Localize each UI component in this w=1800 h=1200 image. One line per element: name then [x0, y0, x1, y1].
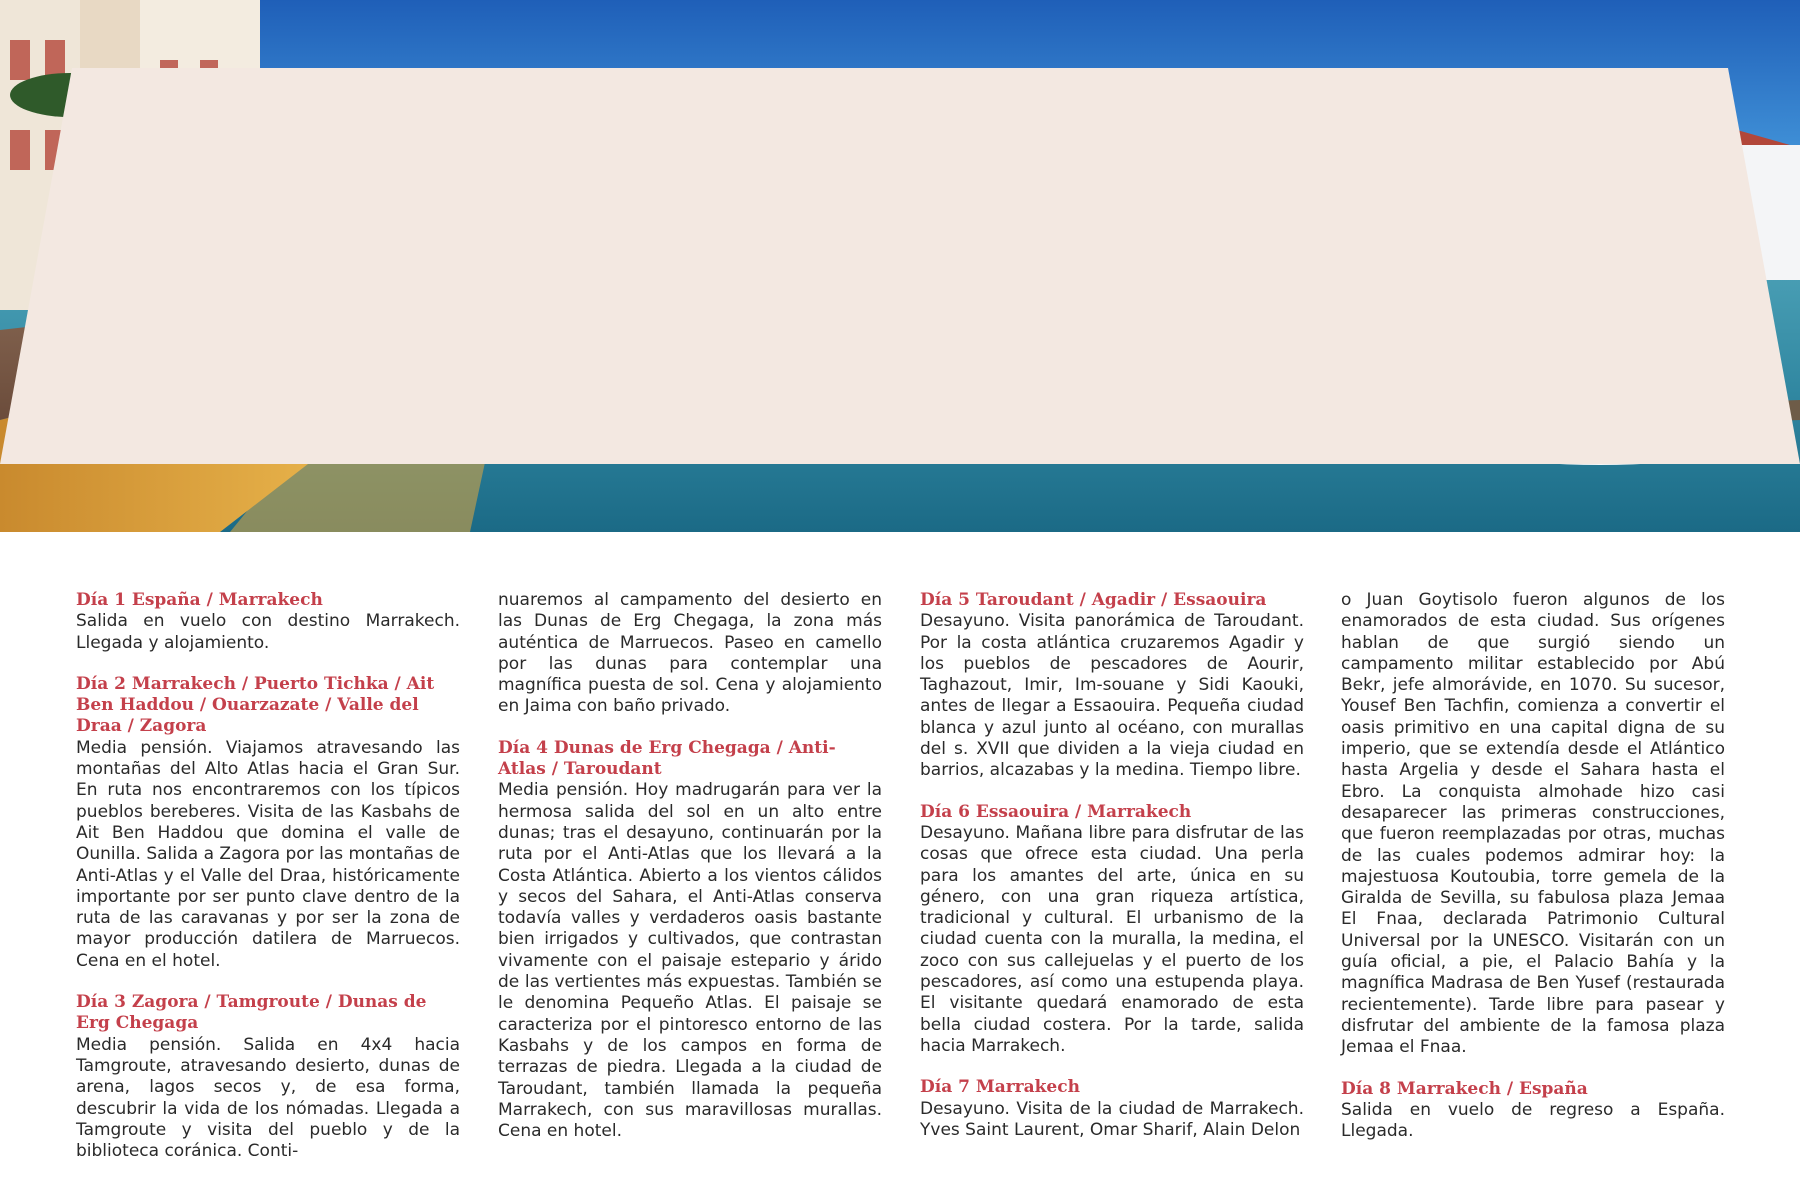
day-7-description-part-2: o Juan Goytisolo fueron algunos de los enamorados de esta ciudad. Sus orígenes hablan de que surgió siendo un campamento militar establecido por Abú Bekr, jefe almorávide, en 1070. Su sucesor, Yousef Ben Tachfin, comienza a convertir el oasis primitivo en una capital digna de su imperio, que se extendía desde el Atlántico hasta Argelia y desde el Sahara hasta el Ebro. La conquista almohade hizo casi desaparecer las primeras construcciones, que fueron reemplazadas por otras, muchas de las cuales podemos admirar hoy: la majestuosa Koutoubia, torre gemela de la Giralda de Sevilla, su fabulosa plaza Jemaa El Fnaa, declarada Patrimonio Cultural Universal por la UNESCO. Visitarán con un guía oficial, a pie, el Palacio Bahía y la magnífica Madrasa de Ben Yusef (restaurada recientemente). Tarde libre para pasear y disfrutar del ambiente de la famosa plaza Jemaa el Fnaa. [1341, 590, 1725, 1058]
decorative-tab [0, 0, 1800, 532]
day-8-heading: Día 8 Marrakech / España [1341, 1078, 1588, 1099]
day-8-description: Salida en vuelo de regreso a España. Llegada. [1341, 1099, 1725, 1142]
day-7-description-part-1: Desayuno. Visita de la ciudad de Marrakech. Yves Saint Laurent, Omar Sharif, Alain Delon [920, 1098, 1304, 1140]
text-column-3 [920, 590, 1304, 1141]
day-1-heading: Día 1 España / Marrakech [76, 590, 323, 610]
day-3-heading: Día 3 Zagora / Tamgroute / Dunas de Erg Chegaga [76, 992, 427, 1034]
day-1-description: Salida en vuelo con destino Marrakech. Llegada y alojamiento. [76, 611, 460, 653]
day-7-heading: Día 7 Marrakech [920, 1077, 1080, 1098]
day-6-description: Desayuno. Mañana libre para disfrutar de las cosas que ofrece esta ciudad. Una perla para los amantes del arte, única en su género, con una gran riqueza artística, tradicional y cultural. El urbanismo de la ciudad cuenta con la muralla, la medina, el zoco con sus callejuelas y el puerto de los pescadores, así como una estupenda playa. El visitante quedará enamorado de esta bella ciudad costera. Por la tarde, salida hacia Marrakech. [920, 822, 1304, 1056]
day-2-description: Media pensión. Viajamos atravesando las montañas del Alto Atlas hacia el Gran Sur. En ruta nos encontraremos con los típicos pueblos bereberes. Visita de las Kasbahs de Ait Ben Haddou que domina el valle de Ounilla. Salida a Zagora por las montañas de Anti-Atlas y el Valle del Draa, históricamente importante por ser punto clave dentro de la ruta de las caravanas y por ser la zona de mayor producción datilera de Marruecos. Cena en el hotel. [76, 737, 460, 971]
day-3-description-part-1: Media pensión. Salida en 4x4 hacia Tamgroute, atravesando desierto, dunas de arena, lagos secos y, de esa forma, descubrir la vida de los nómadas. Llegada a Tamgroute y visita del pueblo y de la biblioteca coránica. Conti- [76, 1034, 460, 1162]
day-5-description: Desayuno. Visita panorámica de Taroudant. Por la costa atlántica cruzaremos Agadir y los pueblos de pescadores de Aourir, Taghazout, Imir, Im-souane y Sidi Kaouki, antes de llegar a Essaouira. Pequeña ciudad blanca y azul junto al océano, con murallas del s. XVII que dividen a la vieja ciudad en barrios, alcazabas y la medina. Tiempo libre. [920, 611, 1304, 781]
text-column-4 [1341, 590, 1725, 1142]
hero-photo-marina [0, 0, 1800, 532]
text-column-1 [76, 590, 460, 1162]
day-5-heading: Día 5 Taroudant / Agadir / Essaouira [920, 590, 1267, 610]
text-column-2 [498, 590, 882, 1142]
day-4-description: Media pensión. Hoy madrugarán para ver la hermosa salida del sol en un alto entre dunas; tras el desayuno, continuarán por la ruta por el Anti-Atlas que los llevará a la Costa Atlántica. Abierto a los vientos cálidos y secos del Sahara, el Anti-Atlas conserva todavía valles y verdaderos oasis bastante bien irrigados y cultivados, que contrastan vivamente con el paisaje estepario y árido de las vertientes más expuestas. También se le denomina Pequeño Atlas. El paisaje se caracteriza por el pintoresco entorno de las Kasbahs y de los campos en forma de terrazas de piedra. Llegada a la ciudad de Taroudant, también llamada la pequeña Marrakech, con sus maravillosas murallas. Cena en hotel. [498, 780, 882, 1142]
day-4-heading: Día 4 Dunas de Erg Chegaga / Anti-Atlas / Taroudant [498, 737, 836, 780]
day-2-heading: Día 2 Marrakech / Puerto Tichka / Ait Ben Haddou / Ouarzazate / Valle del Draa / Zagora [76, 673, 435, 737]
day-6-heading: Día 6 Essaouira / Marrakech [920, 801, 1192, 822]
day-3-description-part-2: nuaremos al campamento del desierto en las Dunas de Erg Chegaga, la zona más auténtica de Marruecos. Paseo en camello por las dunas para contemplar una magnífica puesta de sol. Cena y alojamiento en Jaima con baño privado. [498, 590, 882, 717]
